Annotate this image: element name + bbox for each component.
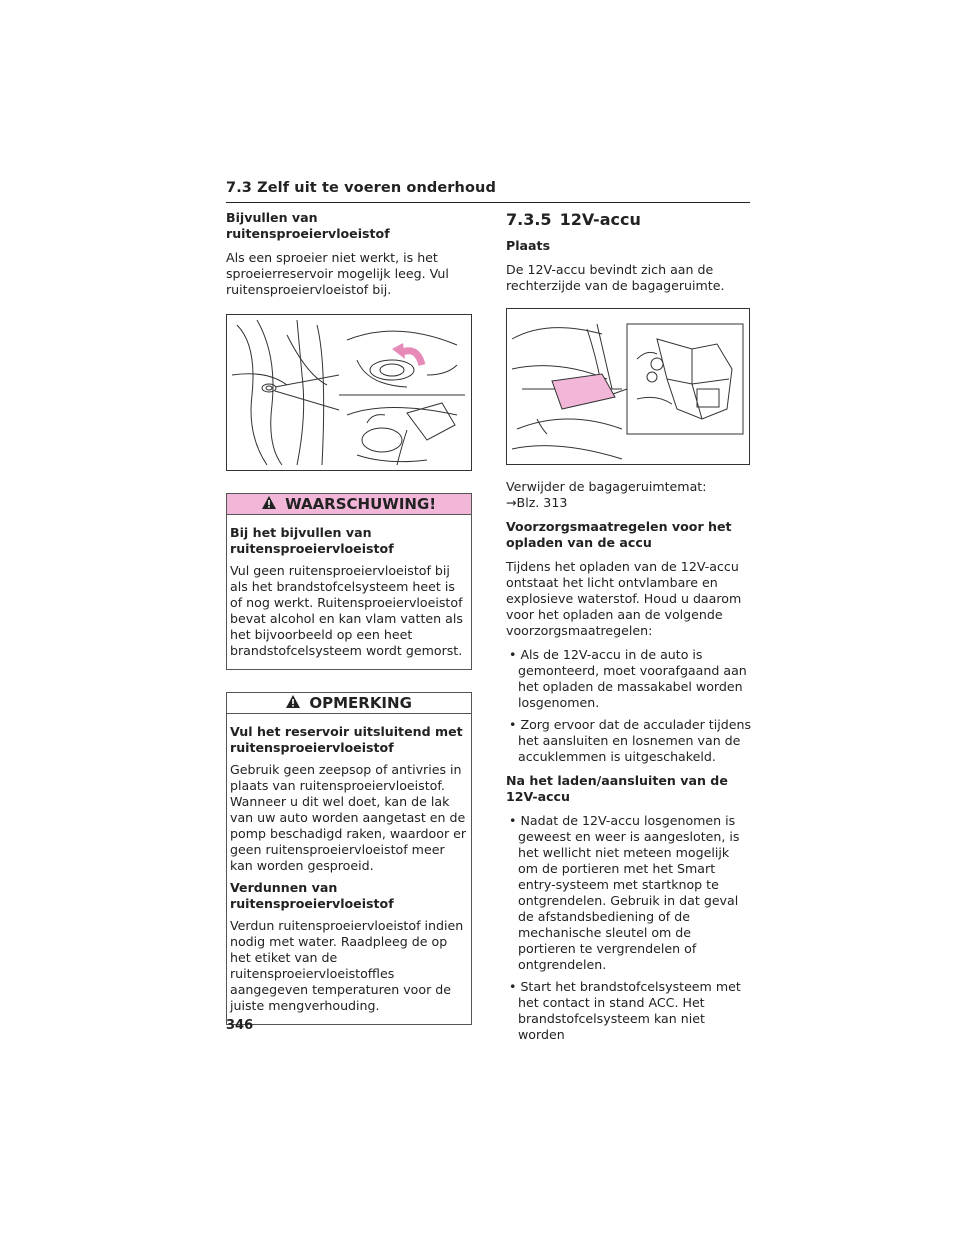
- page-reference-link[interactable]: →Blz. 313: [506, 495, 568, 510]
- washer-fluid-illustration: [226, 314, 472, 471]
- warning-triangle-icon: [262, 496, 276, 512]
- section-title: 7.3 Zelf uit te voeren onderhoud: [226, 180, 496, 196]
- warning-box: [226, 493, 472, 670]
- battery-heading-number: 7.3.5: [506, 210, 552, 229]
- notice-triangle-icon: [286, 695, 300, 711]
- list-item: • Zorg ervoor dat de acculader tijdens het aansluiten en losnemen van de accuklemmen is uitgeschakeld.: [506, 717, 752, 765]
- location-subheading: Plaats: [506, 238, 551, 253]
- warning-subheading: Bij het bijvullen van ruitensproeiervloeistof: [230, 525, 394, 556]
- section-header: [226, 180, 750, 203]
- list-item: • Start het brandstofcelsysteem met het contact in stand ACC. Het brandstofcelsysteem kan niet worden: [506, 979, 752, 1043]
- remove-mat-text: Verwijder de bagageruimtemat: →Blz. 313: [506, 479, 707, 510]
- warning-text: Vul geen ruitensproeiervloeistof bij als het brandstofcelsysteem heet is of nog werkt. Ruitensproeiervloeistof bevat alcohol en kan vlam vatten als het bijvoorbeeld op een heet brandstofcelsysteem wordt gemorst.: [230, 563, 463, 658]
- warning-title: WAARSCHUWING!: [285, 495, 437, 513]
- washer-fluid-paragraph: Als een sproeier niet werkt, is het sproeierreservoir mogelijk leeg. Vul ruitensproeiervloeistof bij.: [226, 250, 449, 297]
- notice-title: OPMERKING: [309, 694, 412, 712]
- notice-text-1: Gebruik geen zeepsop of antivries in plaats van ruitensproeiervloeistof. Wanneer u dit wel doet, kan de lak van uw auto worden aangetast en de pomp beschadigd raken, waardoor er geen ruitensproeiervloeistof meer kan worden gesproeid.: [230, 762, 467, 873]
- precautions-subheading: Voorzorgsmaatregelen voor het opladen van de accu: [506, 519, 732, 550]
- notice-subheading-2: Verdunnen van ruitensproeiervloeistof: [230, 880, 394, 911]
- battery-location-illustration: [506, 308, 750, 465]
- list-item: • Als de 12V-accu in de auto is gemonteerd, moet voorafgaand aan het opladen de massakabel worden losgenomen.: [506, 647, 752, 711]
- warning-title-bar: [227, 494, 471, 515]
- washer-fluid-drawing: [227, 315, 471, 470]
- battery-heading: [506, 212, 752, 228]
- left-column: [226, 210, 472, 1025]
- washer-fluid-heading: Bijvullen van ruitensproeiervloeistof: [226, 210, 390, 241]
- notice-box: [226, 692, 472, 1025]
- list-item: • Nadat de 12V-accu losgenomen is geweest en weer is aangesloten, is het wellicht niet meteen mogelijk om de portieren met het Smart entry-systeem met startknop te ontgrendelen. Gebruik in dat geval de afstandsbediening of de mechanische sleutel om de portieren te vergrendelen of ontgrendelen.: [506, 813, 752, 973]
- notice-title-bar: [227, 693, 471, 714]
- after-charging-subheading: Na het laden/aansluiten van de 12V-accu: [506, 773, 728, 804]
- right-column: [506, 210, 752, 1051]
- precautions-paragraph: Tijdens het opladen van de 12V-accu ontstaat het licht ontvlambare en explosieve waterstof. Houd u daarom voor het opladen aan de volgende voorzorgsmaatregelen:: [506, 559, 742, 638]
- notice-text-2: Verdun ruitensproeiervloeistof indien nodig met water. Raadpleeg de op het etiket van de ruitensproeiervloeistoffles aangegeven temperaturen voor de juiste mengverhouding.: [230, 918, 464, 1013]
- battery-heading-title: 12V-accu: [559, 210, 641, 229]
- notice-subheading-1: Vul het reservoir uitsluitend met ruitensproeiervloeistof: [230, 724, 463, 755]
- precautions-list: [506, 647, 752, 765]
- battery-location-drawing: [507, 309, 749, 464]
- page-number: 346: [226, 1018, 254, 1033]
- after-charging-list: [506, 813, 752, 1043]
- location-paragraph: De 12V-accu bevindt zich aan de rechterzijde van de bagageruimte.: [506, 262, 725, 293]
